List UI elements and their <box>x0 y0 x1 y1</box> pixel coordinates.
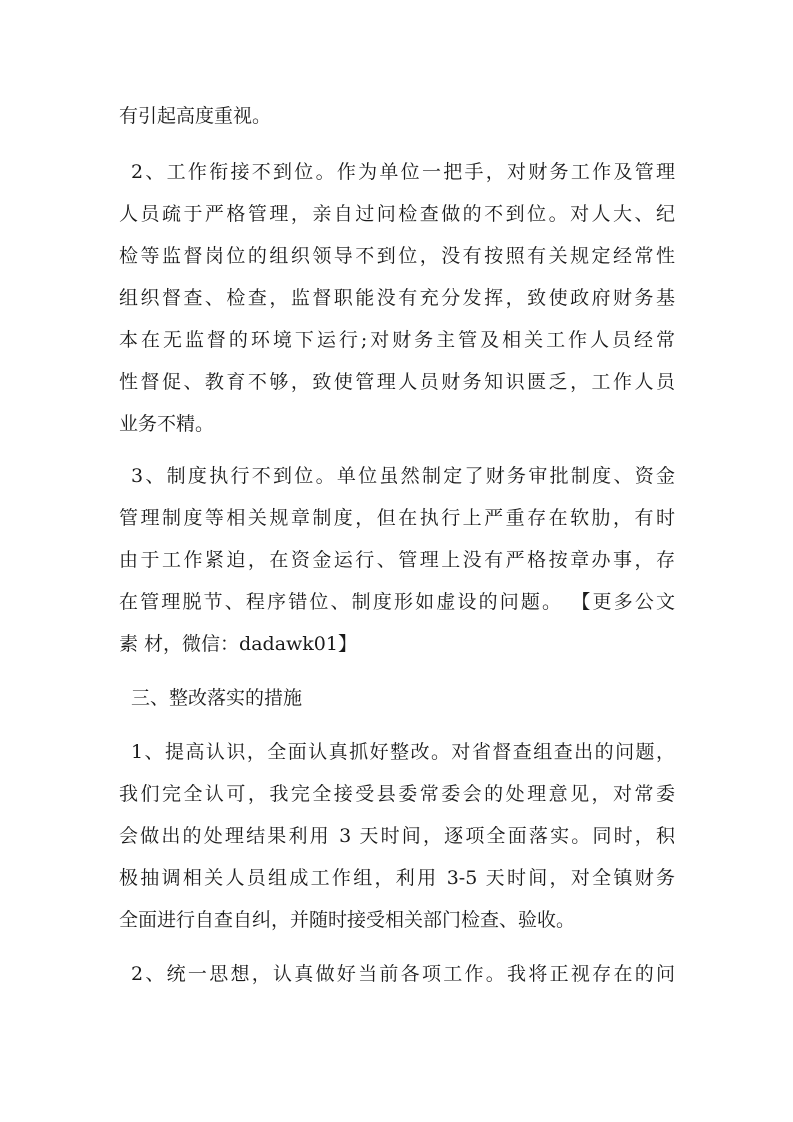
paragraph-measure-1-line-5: 全面进行自查自纠，并随时接受相关部门检查、验收。 <box>119 909 576 931</box>
paragraph-item-3-line-2: 管理制度等相关规章制度，但在执行上严重存在软肋，有时 <box>119 507 675 529</box>
paragraph-item-3-line-4: 在管理脱节、程序错位、制度形如虚设的问题。 【更多公文 <box>119 591 675 613</box>
paragraph-item-2-line-3: 检等监督岗位的组织领导不到位，没有按照有关规定经常性 <box>119 245 675 267</box>
paragraph-measure-1-line-1: 1、提高认识，全面认真抓好整改。对省督查组查出的问题， <box>131 741 675 763</box>
paragraph-measure-1-line-4: 极抽调相关人员组成工作组，利用 3-5 天时间，对全镇财务 <box>119 867 675 889</box>
paragraph-item-3-line-5: 素 材，微信：dadawk01】 <box>119 633 357 655</box>
paragraph-measure-2-line-1: 2、统一思想，认真做好当前各项工作。我将正视存在的问 <box>131 963 675 985</box>
paragraph-item-2-line-7: 业务不精。 <box>119 413 215 435</box>
paragraph-item-2-line-1: 2、工作衔接不到位。作为单位一把手，对财务工作及管理 <box>131 161 675 183</box>
paragraph-item-3-line-3: 由于工作紧迫，在资金运行、管理上没有严格按章办事，存 <box>119 549 675 571</box>
paragraph-item-2-line-6: 性督促、教育不够，致使管理人员财务知识匮乏，工作人员 <box>119 371 675 393</box>
paragraph-measure-1-line-3: 会做出的处理结果利用 3 天时间，逐项全面落实。同时，积 <box>119 825 675 847</box>
paragraph-item-2-line-2: 人员疏于严格管理，亲自过问检查做的不到位。对人大、纪 <box>119 203 675 225</box>
paragraph-measure-1-line-2: 我们完全认可，我完全接受县委常委会的处理意见，对常委 <box>119 783 675 805</box>
paragraph-item-2-line-4: 组织督查、检查，监督职能没有充分发挥，致使政府财务基 <box>119 287 675 309</box>
paragraph-item-3-line-1: 3、制度执行不到位。单位虽然制定了财务审批制度、资金 <box>131 465 675 487</box>
paragraph-continuation-line: 有引起高度重视。 <box>119 105 272 127</box>
section-heading: 三、整改落实的措施 <box>131 687 303 709</box>
paragraph-item-2-line-5: 本在无监督的环境下运行;对财务主管及相关工作人员经常 <box>119 329 675 351</box>
